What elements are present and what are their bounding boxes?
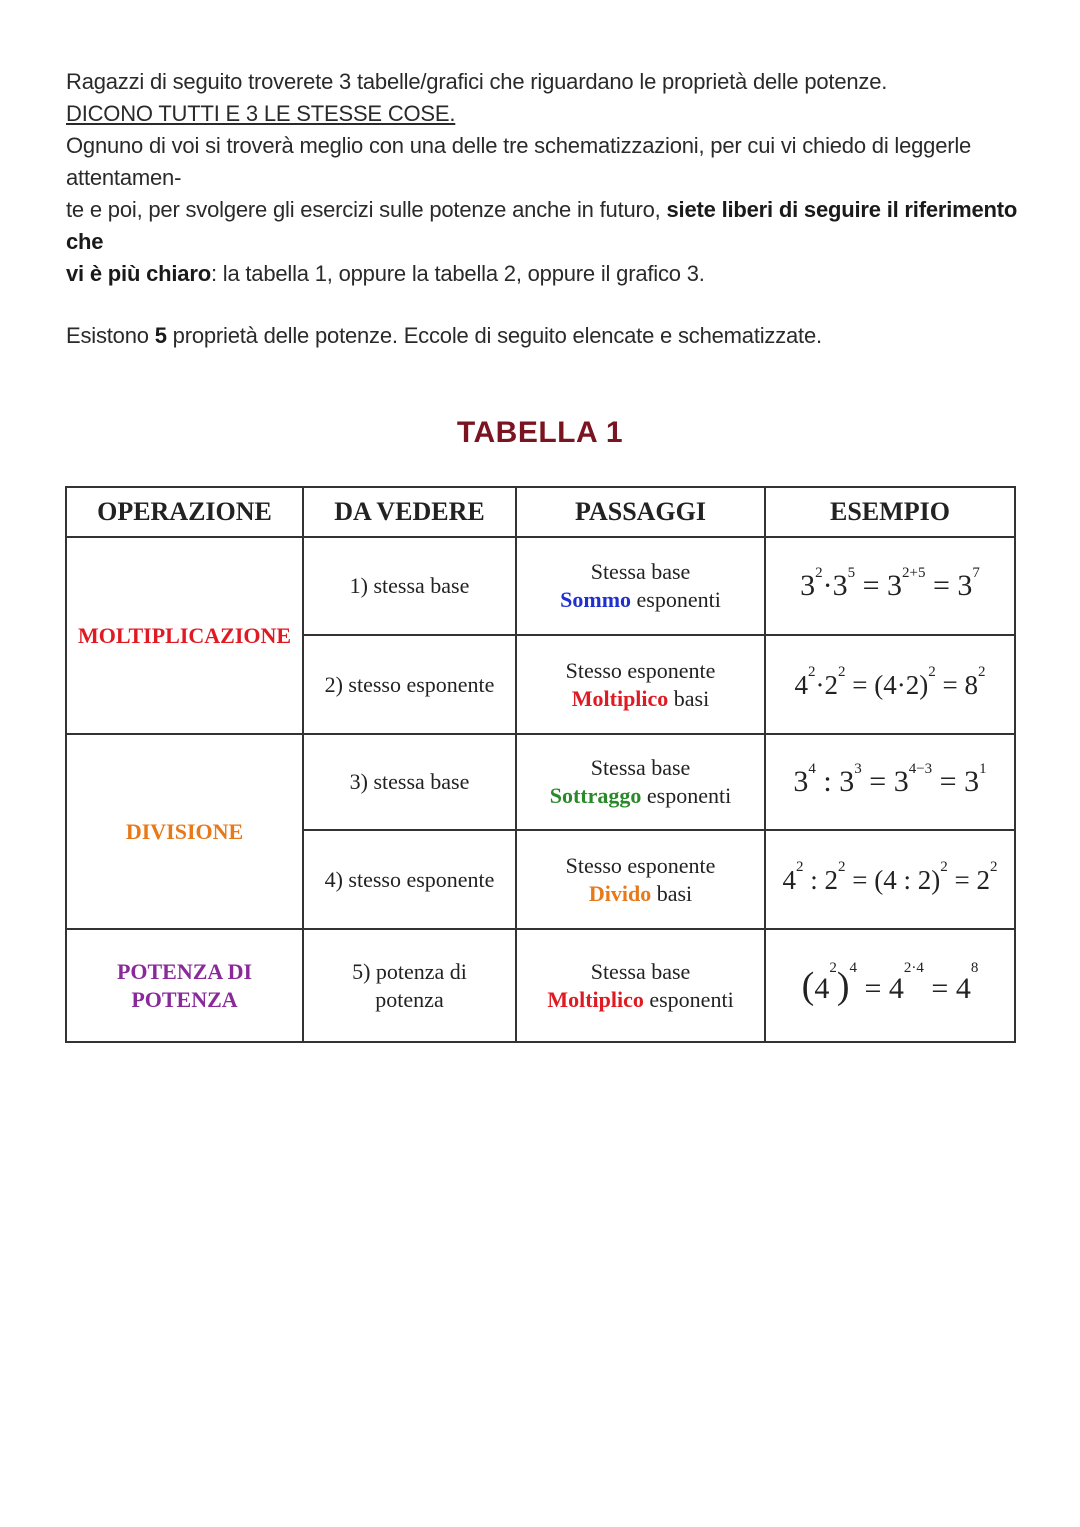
intro-line-4 [66,194,1026,258]
intro-line-6-c: proprietà delle potenze. Eccole di seguito elencate e schematizzate. [166,323,822,348]
operation-line-1: POTENZA DI [116,958,253,984]
ex-exp: 2 [838,858,846,875]
ex-exp: 4 [808,761,816,777]
operation-potenza-di-potenza [66,929,303,1042]
ex-base: 8 [964,669,978,700]
example-cell [765,734,1015,830]
ex-base: 2 [976,864,990,895]
da-vedere-cell: 1) stessa base [303,537,516,635]
ex-exp: 2 [815,565,823,581]
step-line-2 [521,986,760,1014]
intro-line-5-text: : la tabella 1, oppure la tabella 2, oppure il grafico 3. [210,261,705,286]
ex-base: 3 [957,569,973,602]
intro-line-6-a: Esistono [66,323,155,348]
ex-base: 3 [793,765,809,798]
ex-base: 3 [839,765,855,798]
ex-base: 4 [888,971,904,1005]
see-line-2: potenza [375,986,444,1012]
step-line-2 [521,586,760,614]
step-keyword: Sommo [560,587,632,612]
step-rest: basi [651,880,693,906]
ex-exp: 4 [849,959,857,976]
ex-eq: = [932,765,965,798]
ex-eq: = [855,569,888,602]
ex-exp: 2·4 [903,959,924,976]
operation-moltiplicazione: MOLTIPLICAZIONE [66,537,303,734]
see-line-1: 5) potenza di [352,958,467,984]
header-operazione: OPERAZIONE [66,487,303,537]
intro-line-4-bold: siete liberi di seguire il riferimento che [66,197,1018,254]
ex-op: · [815,669,825,700]
operation-divisione: DIVISIONE [66,734,303,929]
ex-exp: 2 [808,663,816,680]
ex-exp: 2 [838,663,846,680]
ex-base: 2 [824,864,839,895]
header-da-vedere: DA VEDERE [303,487,516,537]
ex-base: (4·2) [874,669,929,700]
step-keyword: Divido [588,880,652,906]
table-header-row [66,487,1015,537]
ex-exp: 2 [928,663,936,680]
intro-line-4-text: te e poi, per svolgere gli esercizi sulle potenze anche in futuro, [66,197,667,222]
ex-exp: 3 [854,761,862,777]
da-vedere-cell: 4) stesso esponente [303,830,516,929]
passaggi-cell [516,537,765,635]
header-esempio: ESEMPIO [765,487,1015,537]
ex-base: 4 [955,971,971,1005]
ex-exp: 5 [847,565,856,581]
ex-base: 3 [887,569,903,602]
passaggi-cell [516,929,765,1042]
passaggi-cell [516,734,765,830]
step-line-1: Stessa base [590,958,691,984]
step-rest: esponenti [631,587,721,612]
ex-eq: = [947,864,977,895]
ex-exp: 2 [940,858,948,875]
passaggi-cell [516,830,765,929]
step-line-2 [521,685,760,713]
ex-paren: ( [801,964,815,1007]
ex-base: 4 [782,864,797,895]
operation-line-2: POTENZA [131,986,238,1012]
intro-line-5-bold: vi è più chiaro [66,261,211,286]
ex-eq: = [845,669,875,700]
ex-base: 3 [964,765,980,798]
table-title: TABELLA 1 [456,416,624,449]
table-row [66,537,1015,635]
ex-eq: = [935,669,965,700]
step-rest: basi [668,685,710,711]
passaggi-cell [516,635,765,734]
ex-exp: 2 [989,858,998,875]
table-row [66,929,1015,1042]
table-row [66,734,1015,830]
intro-line-3-text: Ognuno di voi si troverà meglio con una delle tre schematizzazioni, per cui vi chiedo di leggerle attentamen- [66,133,972,190]
step-keyword: Moltiplico [571,685,669,711]
step-line-2 [521,880,760,908]
ex-base: 4 [814,971,830,1005]
step-line-2 [521,782,760,810]
da-vedere-cell: 3) stessa base [303,734,516,830]
ex-eq: = [845,864,875,895]
example-cell [765,929,1015,1042]
ex-exp: 1 [979,761,987,777]
ex-exp: 2 [796,858,804,875]
ex-base: 3 [800,569,816,602]
example-cell [765,537,1015,635]
ex-exp: 4−3 [908,761,933,777]
ex-expr [782,858,998,895]
intro-line-5 [66,258,1026,290]
example-cell [765,635,1015,734]
ex-expr [794,663,986,700]
step-keyword: Moltiplico [547,986,644,1012]
ex-eq: = [925,569,958,602]
ex-exp: 2 [977,663,986,680]
intro-text [66,66,1026,352]
ex-base: 3 [893,765,909,798]
ex-op: : [815,765,840,798]
step-line-1: Stessa base [590,755,691,780]
da-vedere-cell: 2) stesso esponente [303,635,516,734]
ex-exp: 7 [972,565,980,581]
header-passaggi: PASSAGGI [516,487,765,537]
da-vedere-cell [303,929,516,1042]
step-line-1: Stesso esponente [565,657,716,683]
ex-eq: = [861,765,894,798]
step-rest: esponenti [641,783,732,808]
ex-base: 4 [794,669,809,700]
ex-op: : [803,864,825,895]
intro-line-3 [66,130,1026,194]
intro-line-2: DICONO TUTTI E 3 LE STESSE COSE. [66,101,456,126]
ex-base: 3 [832,569,848,602]
ex-base: 2 [824,669,839,700]
ex-eq: = [923,971,956,1005]
step-line-1: Stessa base [590,559,691,584]
intro-line-6-number: 5 [154,323,167,348]
ex-exp: 8 [970,959,979,976]
intro-line-6 [66,320,1026,352]
ex-paren: ) [836,964,850,1007]
example-cell [765,830,1015,929]
step-line-1: Stesso esponente [565,852,716,878]
step-rest: esponenti [643,986,734,1012]
ex-exp: 2+5 [902,565,926,581]
ex-eq: = [856,971,889,1005]
ex-op: · [822,569,833,602]
ex-base: (4 : 2) [874,864,941,895]
intro-line-1: Ragazzi di seguito troverete 3 tabelle/grafici che riguardano le proprietà delle potenze. [66,69,888,94]
step-keyword: Sottraggo [549,783,642,808]
properties-table [65,486,1016,1043]
ex-exp: 2 [829,959,837,976]
